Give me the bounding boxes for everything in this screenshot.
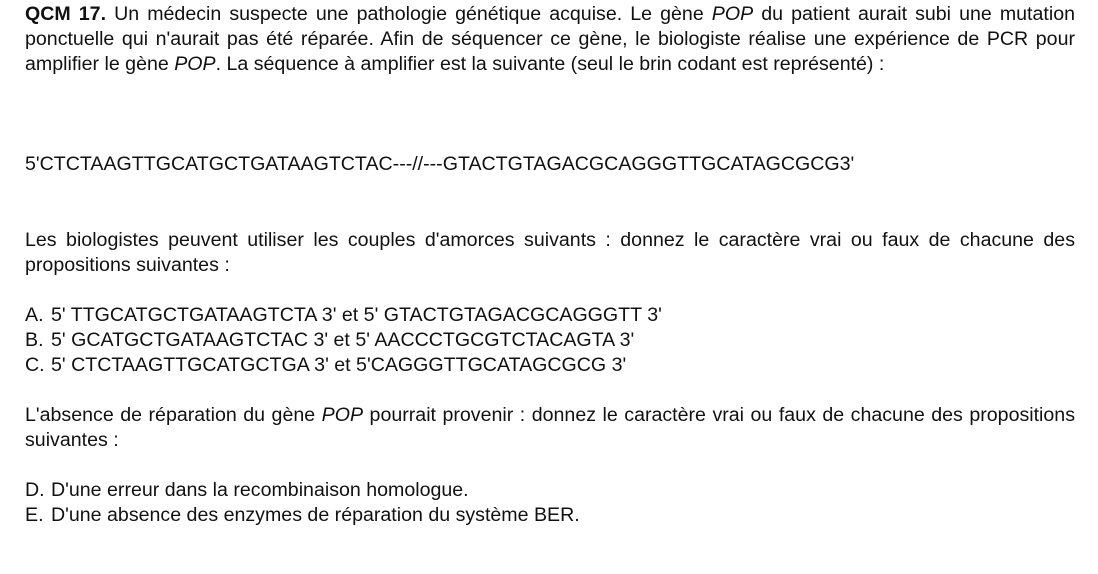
question-intro — [25, 2, 1075, 77]
primers-prompt: Les biologistes peuvent utiliser les couples d'amorces suivants : donnez le caractère vrai ou faux de chacune des propositions suivantes : — [25, 229, 1075, 276]
dna-sequence: 5'CTCTAAGTTGCATGCTGATAAGTCTAC---//---GTACTGTAGACGCAGGGTTGCATAGCGCG3' — [25, 153, 855, 175]
option-letter: D. — [25, 479, 45, 501]
intro-text-3: . La séquence à amplifier est la suivante (seul le brin codant est représenté) : — [215, 53, 885, 75]
intro-text-1: Un médecin suspecte une pathologie génétique acquise. Le gène — [106, 3, 712, 25]
option-letter: A. — [25, 304, 44, 326]
intro-text-2: du patient aurait subi une mutation ponctuelle qui n'aurait pas été réparée. Afin de séquencer ce gène, le biologiste réalise une expérience de PCR pour amplifier le gène — [25, 3, 1075, 75]
option-a — [25, 303, 662, 328]
option-text: D'une erreur dans la recombinaison homologue. — [51, 479, 469, 501]
option-text: 5' CTCTAAGTTGCATGCTGA 3' et 5'CAGGGTTGCATAGCGCG 3' — [51, 354, 627, 376]
option-letter: B. — [25, 329, 44, 351]
option-letter: C. — [25, 354, 45, 376]
gene-name: POP — [711, 3, 754, 25]
gene-name: POP — [321, 404, 364, 426]
option-text: D'une absence des enzymes de réparation du système BER. — [51, 504, 580, 526]
option-e — [25, 503, 580, 528]
repair-text-2: pourrait provenir : donnez le caractère vrai ou faux de chacune des propositions suivantes : — [25, 404, 1075, 451]
option-letter: E. — [25, 504, 44, 526]
option-c — [25, 353, 626, 378]
repair-text-1: L'absence de réparation du gène — [25, 404, 322, 426]
option-b — [25, 328, 634, 353]
repair-prompt — [25, 403, 1075, 453]
option-text: 5' GCATGCTGATAAGTCTAC 3' et 5' AACCCTGCGTCTACAGTA 3' — [51, 329, 635, 351]
option-text: 5' TTGCATGCTGATAAGTCTA 3' et 5' GTACTGTAGACGCAGGGTT 3' — [51, 304, 662, 326]
option-d — [25, 478, 469, 503]
question-label: QCM 17. — [25, 3, 107, 25]
gene-name: POP — [174, 53, 216, 75]
